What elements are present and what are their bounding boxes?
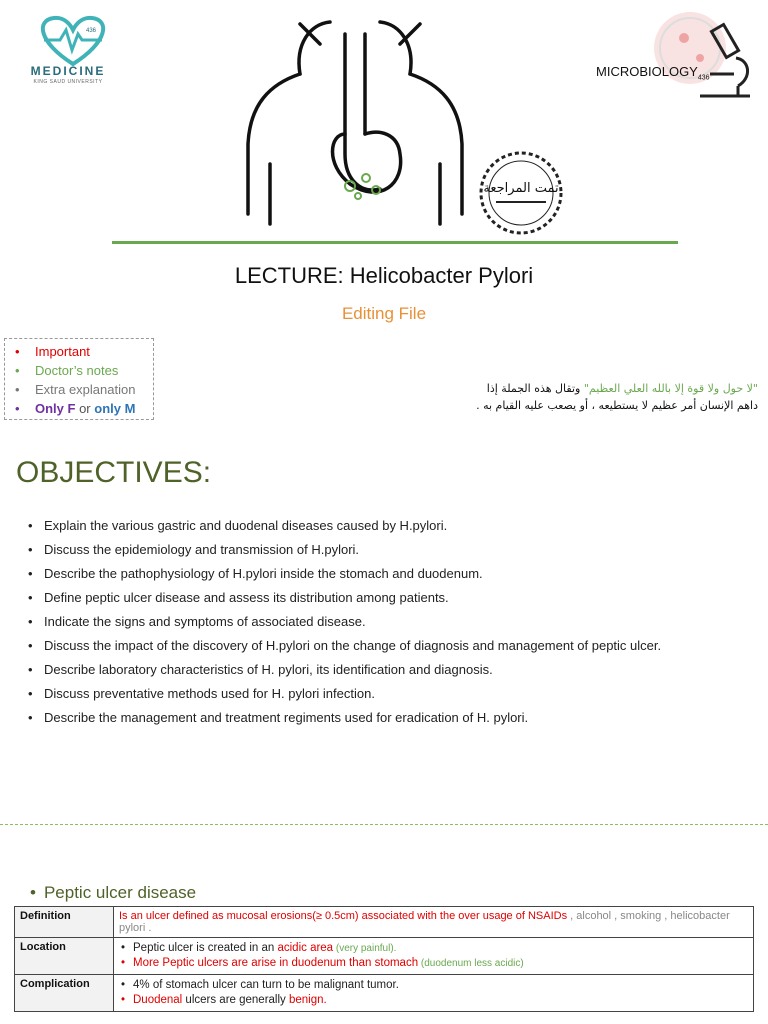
legend-only-m: only M: [94, 401, 136, 416]
table-row: [15, 975, 754, 1012]
complication-bullet-1: • 4% of stomach ulcer can turn to be malignant tumor.: [119, 978, 748, 993]
location-bullet-2: [119, 956, 748, 971]
arabic-line-2: داهم الإنسان أمر عظيم لا يستطيعه ، أو يصعب عليه القيام به .: [476, 399, 758, 412]
location-b1-text: Peptic ulcer is created in an: [133, 942, 278, 954]
course-suffix: 436: [697, 74, 710, 82]
stomach-illustration-icon: [240, 14, 470, 244]
objective-item: • Define peptic ulcer disease and assess its distribution among patients.: [28, 590, 668, 606]
objective-item: • Describe the pathophysiology of H.pylori inside the stomach and duodenum.: [28, 566, 668, 582]
bacteria-icon: [340, 166, 390, 202]
objectives-list: [28, 518, 668, 734]
objectives-title: OBJECTIVES:: [16, 456, 212, 489]
section-divider: [0, 824, 768, 825]
stamp-text: تمت المراجعة: [483, 181, 559, 196]
objective-item: • Discuss preventative methods used for H. pylori infection.: [28, 686, 668, 702]
objective-item: • Indicate the signs and symptoms of associated disease.: [28, 614, 668, 630]
row-header-location: Location: [15, 938, 114, 975]
legend-only-f-or-m: [11, 399, 153, 418]
stamp-icon: [478, 150, 564, 236]
peptic-ulcer-table: [14, 906, 754, 1012]
objective-item: • Explain the various gastric and duodenal diseases caused by H.pylori.: [28, 518, 668, 534]
digestive-system-illustration: [240, 14, 470, 244]
row-header-complication: Complication: [15, 975, 114, 1012]
legend-extra-explanation: • Extra explanation: [11, 380, 153, 399]
complication-bullet-2: [119, 993, 748, 1008]
location-cell: [114, 938, 754, 975]
logo-badge: 436: [86, 28, 97, 34]
complication-cell: [114, 975, 754, 1012]
arabic-line-1: [418, 380, 758, 397]
color-legend: [4, 338, 154, 420]
objective-item: • Discuss the epidemiology and transmission of H.pylori.: [28, 542, 668, 558]
table-row: [15, 907, 754, 938]
microscope-icon: [640, 0, 768, 110]
arabic-line-1-rest: وتقال هذه الجملة إذا: [486, 382, 584, 395]
location-b1-green: (very painful).: [333, 943, 397, 954]
location-b2-red: More Peptic ulcers are arise in duodenum than stomach: [133, 957, 419, 969]
editing-file-link[interactable]: Editing File: [341, 304, 427, 323]
logo-subtitle: KING SAUD UNIVERSITY: [33, 79, 103, 85]
complication-b2-red1: Duodenal: [133, 994, 183, 1006]
legend-important: • Important: [11, 342, 153, 361]
location-b1-red: acidic area: [277, 942, 334, 954]
legend-only-f: Only F: [35, 401, 76, 416]
complication-b2-red2: benign.: [288, 994, 327, 1006]
microscope-logo: [640, 0, 768, 110]
legend-doctors-notes: • Doctor’s notes: [11, 361, 153, 380]
course-name: MICROBIOLOGY: [596, 64, 698, 79]
logo-title: MEDICINE: [30, 64, 106, 78]
objective-item: • Discuss the impact of the discovery of H.pylori on the change of diagnosis and management of peptic ulcer.: [28, 638, 668, 654]
objective-item: • Describe the management and treatment regiments used for eradication of H. pylori.: [28, 710, 668, 726]
title-divider: [112, 241, 678, 244]
review-stamp: [478, 150, 564, 236]
arabic-quote: [418, 380, 758, 414]
definition-rest-text: , alcohol , smoking , helicobacter pylori .: [119, 910, 730, 934]
course-label: [596, 64, 710, 82]
legend-or: or: [75, 401, 95, 416]
section-title: • Peptic ulcer disease: [30, 883, 196, 903]
row-header-definition: Definition: [15, 907, 114, 938]
page-title: LECTURE: Helicobacter Pylori: [234, 263, 534, 288]
complication-b2-mid: ulcers are generally: [182, 994, 289, 1006]
table-row: [15, 938, 754, 975]
heart-logo-icon: [18, 12, 128, 72]
definition-cell: [114, 907, 754, 938]
location-bullet-1: [119, 941, 748, 956]
objective-item: • Describe laboratory characteristics of H. pylori, its identification and diagnosis.: [28, 662, 668, 678]
definition-red-text: Is an ulcer defined as mucosal erosions(≥ 0.5cm) associated with the over usage of NSAIDs: [119, 910, 568, 922]
arabic-quote-green: "لا حول ولا قوة إلا بالله العلي العظيم": [583, 382, 758, 395]
location-b2-green: (duodenum less acidic): [418, 958, 524, 969]
